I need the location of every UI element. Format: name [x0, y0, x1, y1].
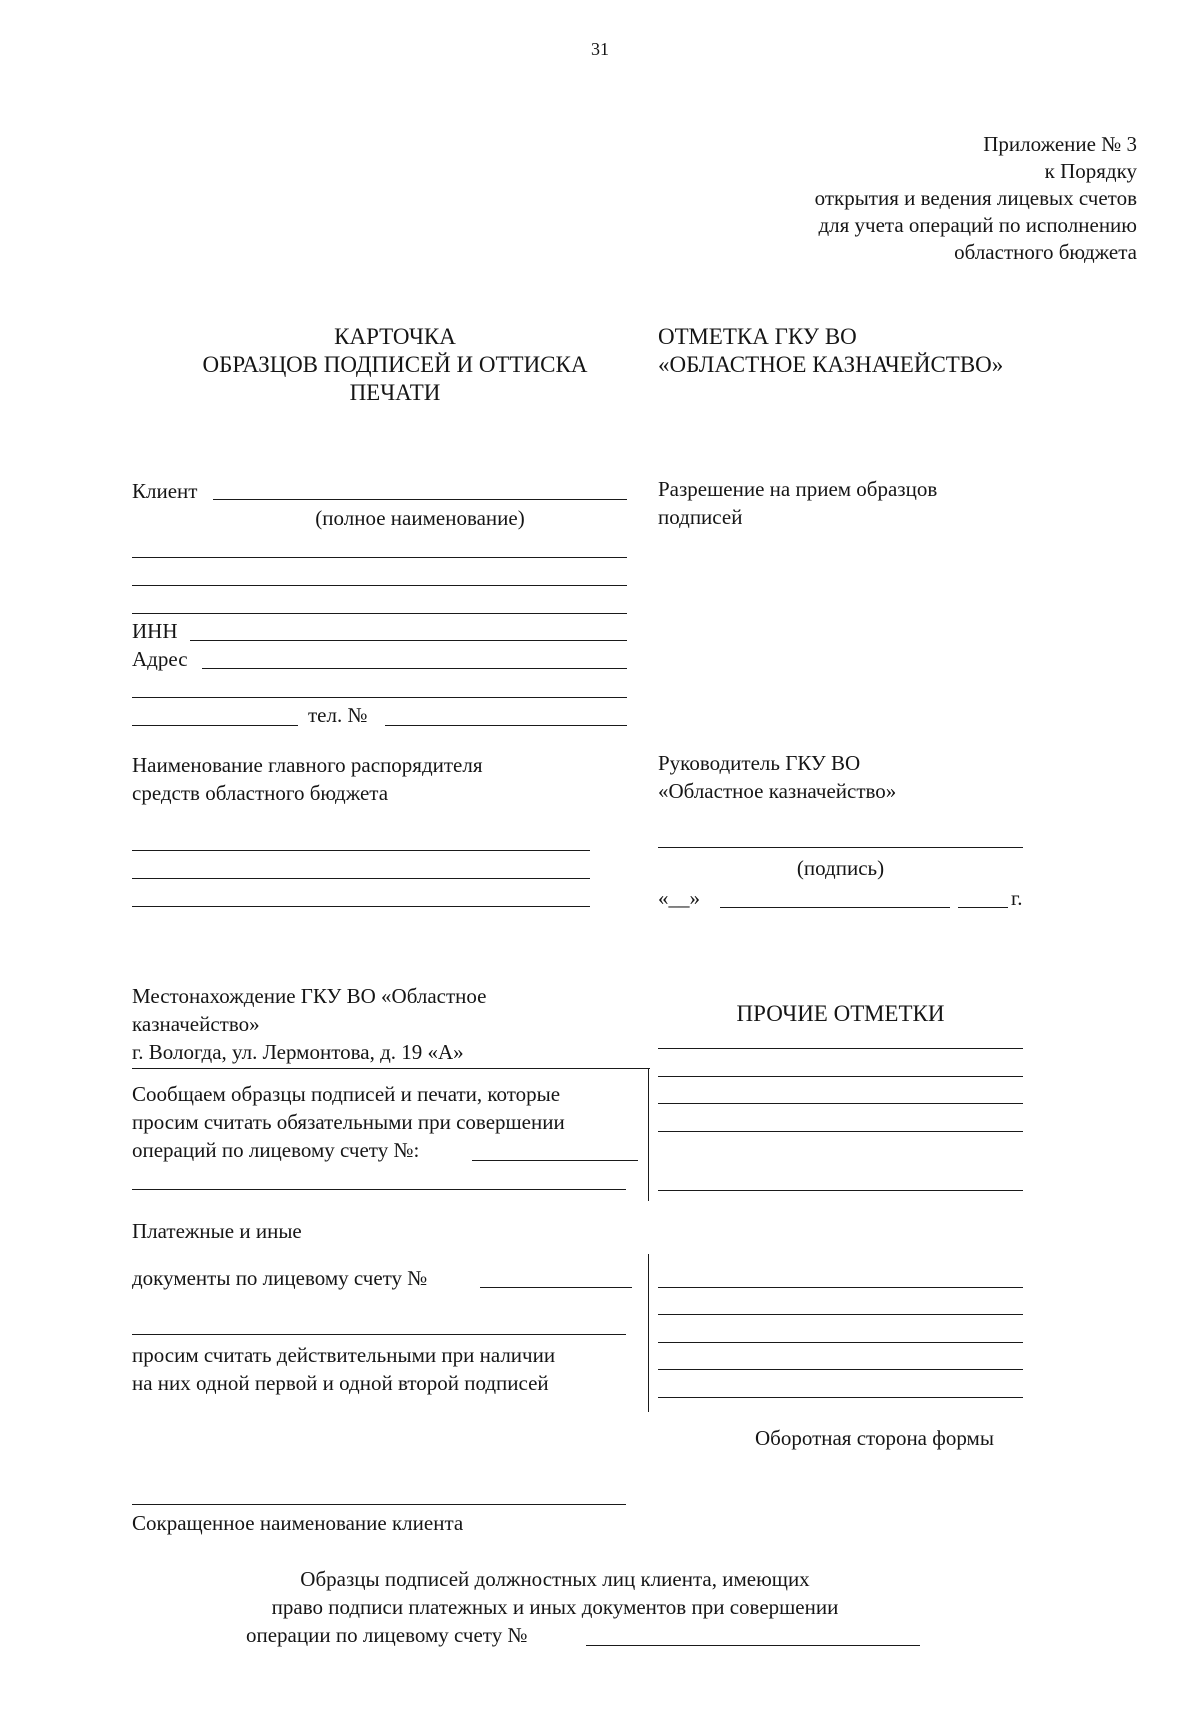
phone-line[interactable] — [385, 725, 627, 726]
chief-manager-line-2: средств областного бюджета — [132, 781, 389, 805]
notice-top-rule — [132, 1068, 650, 1069]
payments-line-1: Платежные и иные — [132, 1219, 302, 1243]
appendix-line-4: для учета операций по исполнению — [818, 213, 1137, 237]
inn-line[interactable] — [190, 640, 627, 641]
payments-marks-line-4[interactable] — [658, 1369, 1023, 1370]
location-line-2: казначейство» — [132, 1012, 260, 1036]
chief-manager-line-c[interactable] — [132, 906, 590, 907]
notice-line-3: операций по лицевому счету №: — [132, 1138, 420, 1162]
other-marks-line-2[interactable] — [658, 1076, 1023, 1077]
appendix-line-2: к Порядку — [1044, 159, 1137, 183]
inn-label: ИНН — [132, 619, 178, 643]
officials-line-3: операции по лицевому счету № — [246, 1623, 528, 1647]
head-signature-line[interactable] — [658, 847, 1023, 848]
client-name-line-2[interactable] — [132, 557, 627, 558]
date-year-line[interactable] — [958, 907, 1008, 908]
notice-side-rule — [648, 1068, 649, 1201]
notice-line-2: просим считать обязательными при совершении — [132, 1110, 565, 1134]
short-name-label: Сокращенное наименование клиента — [132, 1511, 464, 1535]
card-title-line-3: ПЕЧАТИ — [349, 380, 441, 405]
officials-line-2: право подписи платежных и иных документов при совершении — [271, 1595, 839, 1619]
payments-line-4: на них одной первой и одной второй подписей — [132, 1371, 549, 1395]
client-name-line-4[interactable] — [132, 613, 627, 614]
notice-line-1: Сообщаем образцы подписей и печати, которые — [132, 1082, 561, 1106]
permission-line-2: подписей — [658, 505, 743, 529]
head-line-1: Руководитель ГКУ ВО — [658, 751, 861, 775]
payments-marks-line-2[interactable] — [658, 1314, 1023, 1315]
short-name-line[interactable] — [132, 1504, 626, 1505]
notice-extra-line[interactable] — [132, 1189, 626, 1190]
payments-line-3: просим считать действительными при наличии — [132, 1343, 556, 1367]
payments-marks-line-1[interactable] — [658, 1287, 1023, 1288]
payments-line-2: документы по лицевому счету № — [132, 1266, 428, 1290]
page-number: 31 — [591, 39, 609, 59]
date-month-line[interactable] — [720, 907, 950, 908]
address-line-2[interactable] — [132, 697, 627, 698]
date-day: «__» — [658, 886, 700, 910]
appendix-line-3: открытия и ведения лицевых счетов — [814, 186, 1137, 210]
card-title-line-1: КАРТОЧКА — [334, 324, 456, 349]
client-name-line-3[interactable] — [132, 585, 627, 586]
location-line-3: г. Вологда, ул. Лермонтова, д. 19 «А» — [132, 1040, 464, 1064]
phone-label: тел. № — [308, 703, 368, 727]
phone-prefix-line[interactable] — [132, 725, 298, 726]
appendix-line-1: Приложение № 3 — [983, 132, 1137, 156]
reverse-side-label: Оборотная сторона формы — [755, 1426, 994, 1450]
treasury-mark-line-2: «ОБЛАСТНОЕ КАЗНАЧЕЙСТВО» — [658, 352, 1004, 377]
client-name-hint: (полное наименование) — [315, 506, 525, 530]
head-signature-hint: (подпись) — [796, 856, 885, 880]
date-year-suffix: г. — [1011, 886, 1023, 910]
location-line-1: Местонахождение ГКУ ВО «Областное — [132, 984, 487, 1008]
appendix-line-5: областного бюджета — [954, 240, 1137, 264]
other-marks-line-5[interactable] — [658, 1190, 1023, 1191]
payments-marks-line-3[interactable] — [658, 1342, 1023, 1343]
other-marks-line-3[interactable] — [658, 1103, 1023, 1104]
payments-side-rule — [648, 1254, 649, 1412]
card-title-line-2: ОБРАЗЦОВ ПОДПИСЕЙ И ОТТИСКА — [202, 352, 588, 377]
address-line[interactable] — [202, 668, 627, 669]
chief-manager-line-a[interactable] — [132, 850, 590, 851]
other-marks-line-4[interactable] — [658, 1131, 1023, 1132]
client-name-line[interactable] — [213, 499, 627, 500]
notice-account-line[interactable] — [472, 1160, 638, 1161]
treasury-mark-line-1: ОТМЕТКА ГКУ ВО — [658, 324, 857, 349]
payments-marks-line-5[interactable] — [658, 1397, 1023, 1398]
client-label: Клиент — [132, 479, 198, 503]
head-line-2: «Областное казначейство» — [658, 779, 897, 803]
other-marks-title: ПРОЧИЕ ОТМЕТКИ — [736, 1001, 945, 1026]
payments-account-line[interactable] — [480, 1287, 632, 1288]
chief-manager-line-b[interactable] — [132, 878, 590, 879]
chief-manager-line-1: Наименование главного распорядителя — [132, 753, 483, 777]
address-label: Адрес — [132, 647, 188, 671]
officials-account-line[interactable] — [586, 1645, 920, 1646]
other-marks-line-1[interactable] — [658, 1048, 1023, 1049]
permission-line-1: Разрешение на прием образцов — [658, 477, 938, 501]
payments-extra-line[interactable] — [132, 1334, 626, 1335]
officials-line-1: Образцы подписей должностных лиц клиента, имеющих — [300, 1567, 810, 1591]
